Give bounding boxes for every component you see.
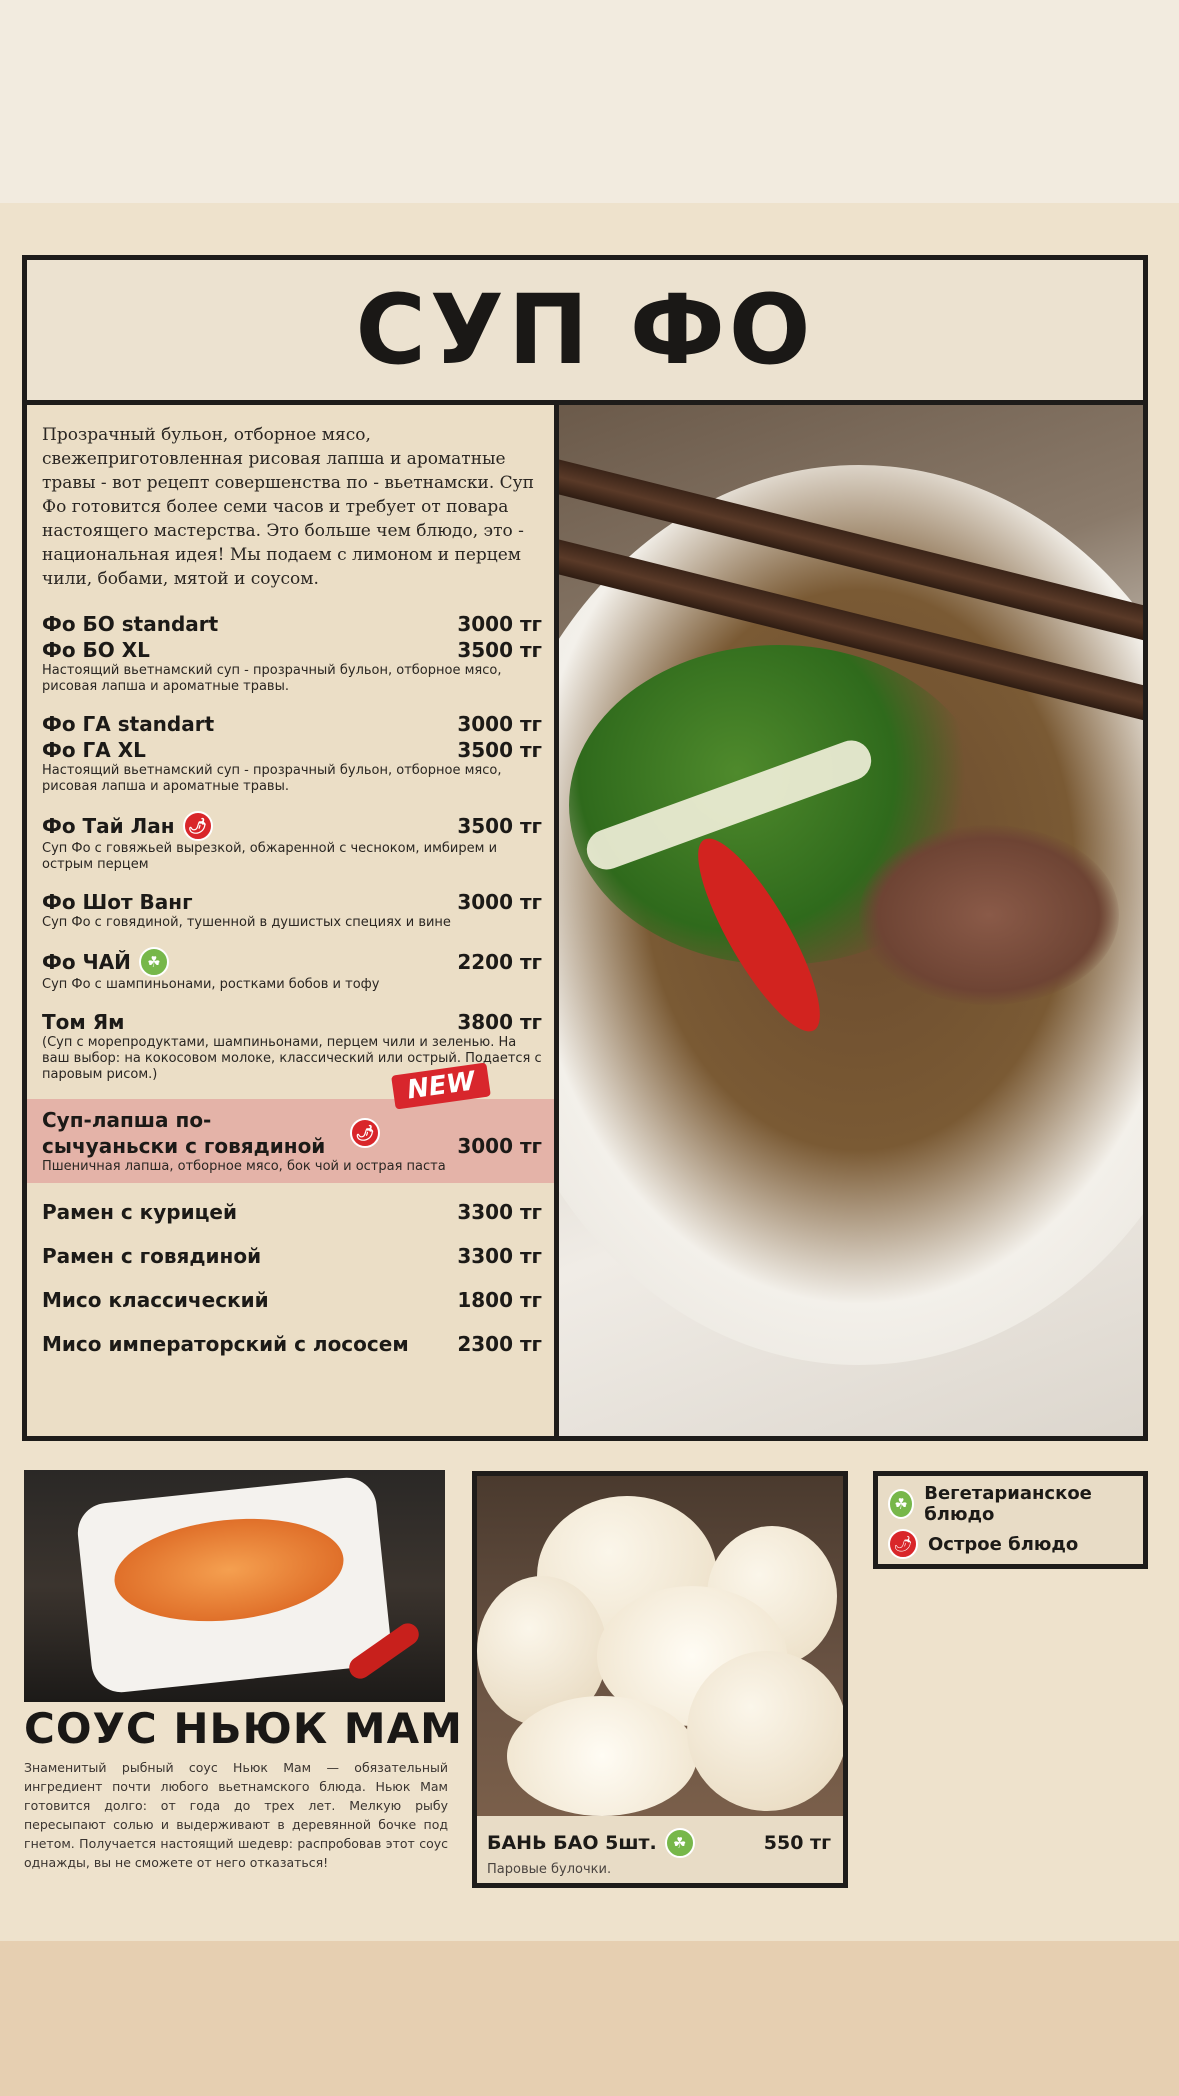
title-box [22,255,1148,405]
item-desc: Суп Фо с шампиньонами, ростками бобов и тофу [42,977,380,992]
sauce-description: Знаменитый рыбный соус Ньюк Мам — обязательный ингредиент почти любого вьетнамского блюда. Ньюк Мам готовится долго: от года до трех лет. Мелкую рыбу пересыпают солью и выдерживают в деревянной бочке под гнетом. Получается настоящий шедевр: распробовав этот соус однажды, вы не сможете от него отказаться! [24,1760,448,1870]
bao-price: 550 тг [763,1832,831,1854]
menu-item[interactable] [42,611,542,695]
item-name: Рамен с курицей [42,1200,238,1224]
sauce-photo [24,1470,445,1702]
menu-item[interactable] [42,947,542,993]
menu-item[interactable] [42,711,542,795]
item-price: 2200 тг [457,950,542,974]
menu-item[interactable] [42,811,542,873]
top-band [0,0,1179,203]
item-price: 3000 тг [457,612,542,636]
item-name-wrap [42,947,169,977]
spicy-icon: 🌶 [183,811,213,841]
menu-item[interactable] [42,889,542,931]
item-price: 3500 тг [457,814,542,838]
pho-photo [554,400,1148,1441]
sauce-title: СОУС НЬЮК МАМ [24,1704,463,1753]
item-desc: Суп Фо с говяжьей вырезкой, обжаренной с чесноком, имбирем и острым перцем [42,841,498,872]
item-name: Фо БО XL [42,638,150,662]
spicy-icon: 🌶 [888,1529,918,1559]
item-desc: Настоящий вьетнамский суп - прозрачный бульон, отборное мясо, рисовая лапша и ароматные травы. [42,763,502,794]
intro-text: Прозрачный бульон, отборное мясо, свежеприготовленная рисовая лапша и ароматные травы - вот рецепт совершенства по - вьетнамски. Суп Фо готовится более семи часов и требует от повара настоящего мастерства. Это больше чем блюдо, это - национальная идея! Мы подаем с лимоном и перцем чили, бобами, мятой и соусом. [42,425,534,589]
item-desc: (Суп с морепродуктами, шампиньонами, перцем чили и зеленью. На ваш выбор: на кокосовом молоке, классический или острый. Подается с паровым рисом.) [42,1035,542,1082]
item-name: Рамен с говядиной [42,1244,262,1268]
legend-label: Вегетарианское блюдо [924,1483,1092,1525]
item-name: Фо Тай Лан [42,814,175,838]
item-desc: Суп Фо с говядиной, тушенной в душистых специях и вине [42,915,451,930]
page-title: СУП ФО [355,274,815,386]
menu-item[interactable] [42,1287,542,1313]
vegetarian-icon: ☘ [665,1828,695,1858]
item-price: 3300 тг [457,1200,542,1224]
item-name: Фо БО standart [42,612,219,636]
spicy-icon: 🌶 [350,1118,380,1148]
legend [873,1471,1148,1569]
item-name: Фо Шот Ванг [42,890,193,914]
bao-card[interactable] [472,1471,848,1888]
menu-item[interactable] [42,1199,542,1225]
item-name: Фо ГА XL [42,738,146,762]
menu-item[interactable] [42,1331,542,1357]
menu-list [22,400,559,1441]
item-price: 3500 тг [457,738,542,762]
item-price: 1800 тг [457,1288,542,1312]
item-desc: Пшеничная лапша, отборное мясо, бок чой и острая паста [42,1159,446,1174]
bao-desc: Паровые булочки. [487,1862,612,1877]
item-name-wrap [42,1107,380,1159]
vegetarian-icon: ☘ [888,1489,914,1519]
item-name: Суп-лапша по-сычуаньски с говядиной [42,1108,326,1158]
item-price: 3000 тг [457,890,542,914]
item-name: Том Ям [42,1010,125,1034]
item-price: 2300 тг [457,1332,542,1356]
new-badge: NEW [391,1062,491,1109]
item-desc: Настоящий вьетнамский суп - прозрачный бульон, отборное мясо, рисовая лапша и ароматные травы. [42,663,502,694]
item-price: 3500 тг [457,638,542,662]
legend-row [888,1484,1133,1524]
bun [687,1651,847,1811]
bao-photo [477,1476,843,1816]
menu-item[interactable] [42,1243,542,1269]
item-name: Фо ЧАЙ [42,950,131,974]
item-price: 3300 тг [457,1244,542,1268]
beef [859,825,1119,1005]
item-name: Мисо классический [42,1288,269,1312]
item-price: 3800 тг [457,1010,542,1034]
bao-label [487,1828,837,1877]
item-name: Фо ГА standart [42,712,215,736]
vegetarian-icon: ☘ [139,947,169,977]
item-name-wrap [42,811,213,841]
bun [507,1696,697,1816]
legend-row [888,1524,1133,1564]
bottom-band [0,1941,1179,2096]
legend-label: Острое блюдо [928,1533,1079,1555]
item-price: 3000 тг [457,712,542,736]
item-name: Мисо императорский с лососем [42,1332,409,1356]
bao-name: БАНЬ БАО 5шт. [487,1832,657,1854]
featured-item[interactable] [27,1066,554,1183]
item-price: 3000 тг [457,1134,542,1158]
